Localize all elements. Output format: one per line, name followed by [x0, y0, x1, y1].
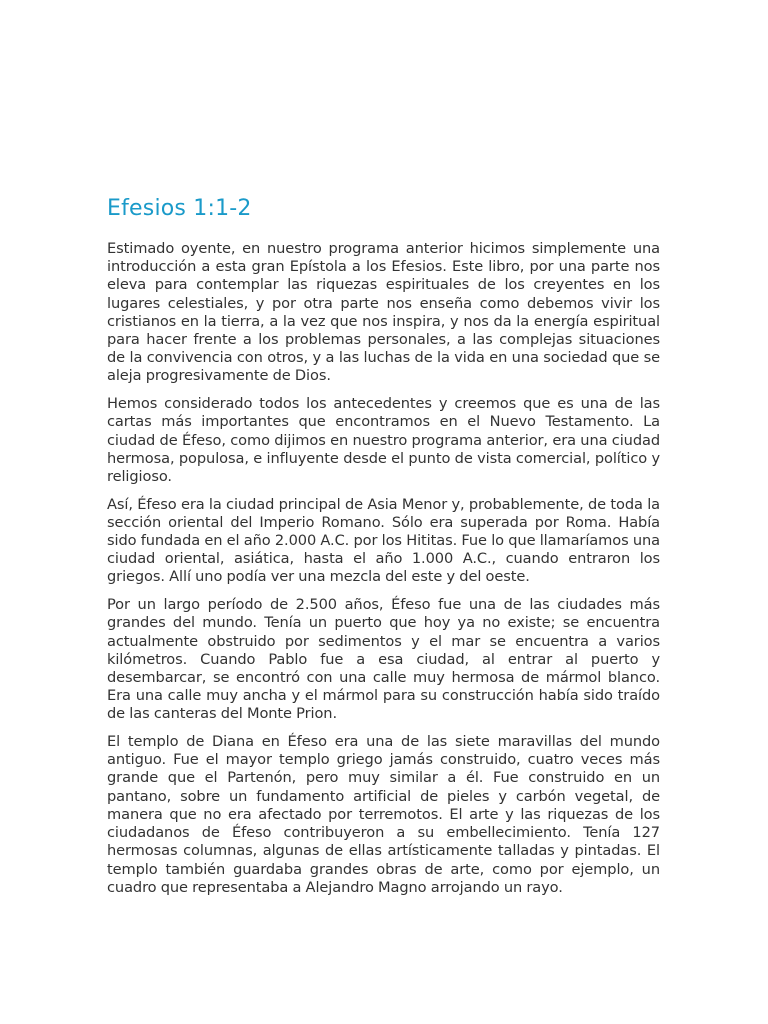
document-body [107, 192, 660, 906]
paragraph-5: El templo de Diana en Éfeso era una de las siete maravillas del mundo antiguo. Fue el mayor templo griego jamás construido, cuatro veces más grande que el Partenón, pero muy similar a él. Fue construido en un pantano, sobre un fundamento artificial de pieles y carbón vegetal, de manera que no era afectado por terremotos. El arte y las riquezas de los ciudadanos de Éfeso contribuyeron a su embellecimiento. Tenía 127 hermosas columnas, algunas de ellas artísticamente talladas y pintadas. El templo también guardaba grandes obras de arte, como por ejemplo, un cuadro que representaba a Alejandro Magno arrojando un rayo. [107, 733, 660, 896]
document-title: Efesios 1:1-2 [107, 196, 252, 221]
paragraph-4: Por un largo período de 2.500 años, Éfeso fue una de las ciudades más grandes del mundo. Tenía un puerto que hoy ya no existe; se encuentra actualmente obstruido por sedimentos y el mar se encuentra a varios kilómetros. Cuando Pablo fue a esa ciudad, al entrar al puerto y desembarcar, se encontró con una calle muy hermosa de mármol blanco. Era una calle muy ancha y el mármol para su construcción había sido traído de las canteras del Monte Prion. [107, 596, 660, 723]
paragraph-3: Así, Éfeso era la ciudad principal de Asia Menor y, probablemente, de toda la sección oriental del Imperio Romano. Sólo era superada por Roma. Había sido fundada en el año 2.000 A.C. por los Hititas. Fue lo que llamaríamos una ciudad oriental, asiática, hasta el año 1.000 A.C., cuando entraron los griegos. Allí uno podía ver una mezcla del este y del oeste. [107, 495, 660, 586]
paragraph-1: Estimado oyente, en nuestro programa anterior hicimos simplemente una introducción a esta gran Epístola a los Efesios. Este libro, por una parte nos eleva para contemplar las riquezas espirituales de los creyentes en los lugares celestiales, y por otra parte nos enseña como debemos vivir los cristianos en la tierra, a la vez que nos inspira, y nos da la energía espiritual para hacer frente a los problemas personales, a las complejas situaciones de la convivencia con otros, y a las luchas de la vida en una sociedad que se aleja progresivamente de Dios. [107, 240, 660, 385]
paragraph-2: Hemos considerado todos los antecedentes y creemos que es una de las cartas más importantes que encontramos en el Nuevo Testamento. La ciudad de Éfeso, como dijimos en nuestro programa anterior, era una ciudad hermosa, populosa, e influyente desde el punto de vista comercial, político y religioso. [107, 395, 660, 485]
